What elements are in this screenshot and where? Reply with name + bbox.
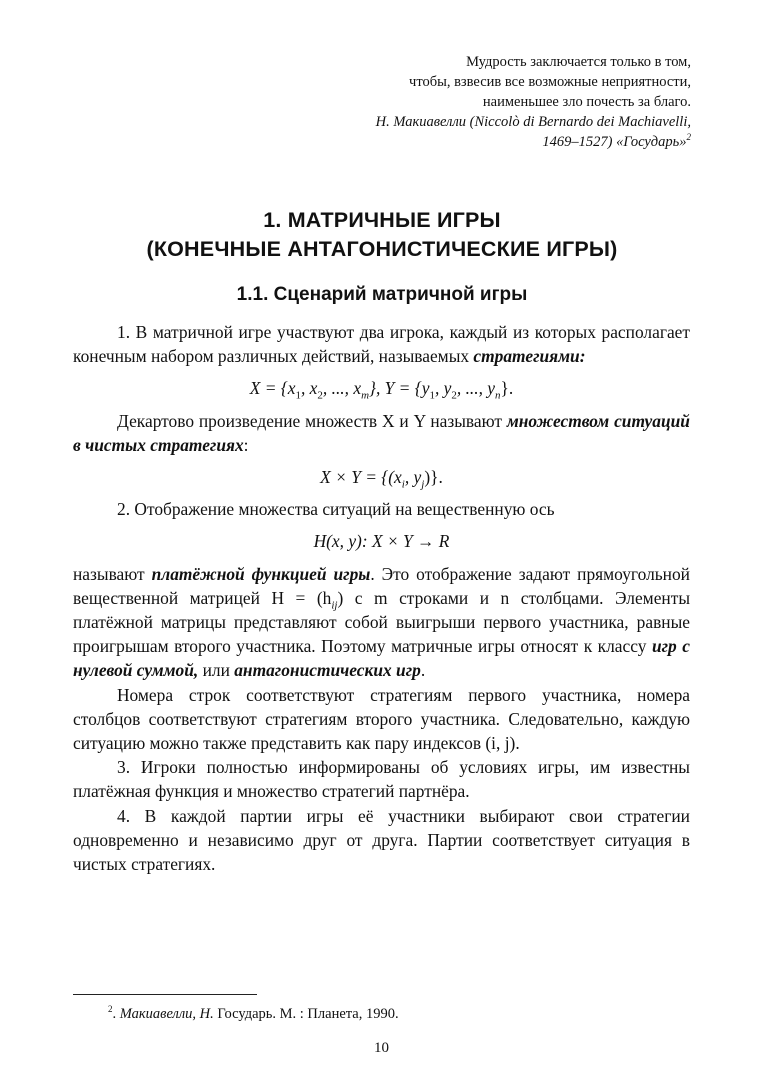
formula-sub: i (401, 478, 405, 491)
chapter-title-line: (КОНЕЧНЫЕ АНТАГОНИСТИЧЕСКИЕ ИГРЫ) (146, 237, 618, 261)
formula-part: )}. (424, 467, 443, 488)
footnote-number: 2 (108, 1004, 113, 1015)
paragraph: 2. Отображение множества ситуаций на вещественную ось (117, 499, 555, 520)
epigraph (271, 52, 691, 152)
paragraph (73, 562, 690, 683)
paragraph-text: называют (73, 563, 152, 584)
paragraph-text: или (198, 660, 235, 681)
punctuation: : (579, 346, 586, 367)
formula-part: X = {x (249, 378, 296, 399)
formula-part: , y (434, 378, 452, 399)
paragraph-text: . Это отображение задают прямоугольной вещественной матрицей H = (h (73, 563, 690, 608)
section-title: 1.1. Сценарий матричной игры (236, 284, 528, 305)
formula-payoff-mapping: H(x, y): X × Y → R (313, 531, 450, 552)
formula-sub: j (421, 478, 425, 491)
term-payoff-function: платёжной функцией игры (151, 563, 371, 584)
epigraph-attribution: Н. Макиавелли (Niccolò di Bernardo dei Machiavelli, (375, 114, 691, 130)
term-zero-sum: игр с нулевой суммой, (73, 636, 690, 681)
paragraph-text: ) с m строками и n столбцами. Элементы платёжной матрицы представляют собой выигрыши первого участника, равные проигрышам второго участника. Поэтому матричные игры относят к классу (73, 587, 690, 657)
formula-sub: 2 (317, 389, 323, 402)
epigraph-line: Мудрость заключается только в том, (466, 54, 691, 70)
chapter-title-line: 1. МАТРИЧНЫЕ ИГРЫ (263, 208, 501, 232)
paragraph: Номера строк соответствуют стратегиям первого участника, номера столбцов соответствуют стратегиям второго участника. Следовательно, каждую ситуацию можно также представить как пару индексов (i, j). (73, 684, 690, 754)
footnote-divider (73, 994, 257, 995)
formula-sub: 2 (451, 389, 457, 402)
formula-sub: 1 (429, 389, 435, 402)
formula-part: , x (300, 378, 318, 399)
formula-sub: m (361, 389, 370, 402)
term-antagonistic-games: антагонистических игр (234, 660, 421, 681)
epigraph-attribution (271, 132, 691, 152)
formula-sub: 1 (295, 389, 301, 402)
paragraph (73, 320, 690, 368)
term-situations: множеством ситуаций в чистых стратегиях (73, 410, 690, 455)
formula-cartesian-product (73, 465, 690, 489)
punctuation: . (420, 660, 426, 681)
formula-part: X × Y = {(x (320, 467, 402, 488)
formula-strategy-sets (73, 376, 690, 400)
footnote: $^2$. Макиавелли, Н. Государь. М. : Планета, 1990. (108, 1004, 399, 1022)
punctuation: : (243, 434, 249, 455)
formula-part: }, Y = {y (369, 378, 430, 399)
footnote-author: Макиавелли, Н. (119, 1006, 214, 1022)
chapter-title (72, 206, 692, 264)
paragraph-text: Декартово произведение множеств X и Y называют (117, 410, 507, 431)
epigraph-line: наименьшее зло почесть за благо. (482, 94, 691, 110)
paragraph (73, 409, 690, 457)
term-strategies: стратегиями (473, 346, 580, 367)
formula-part: , y (404, 467, 422, 488)
formula-part: , ..., y (456, 378, 496, 399)
paragraph-text: 1. В матричной игре участвуют два игрока, каждый из которых располагает конечным набором различных действий, называемых (73, 322, 690, 367)
epigraph-attribution-text: 1469–1527) «Государь» (542, 134, 687, 150)
body-text (73, 320, 690, 876)
footnote-text: Государь. М. : Планета, 1990. (213, 1006, 399, 1022)
paragraph: 3. Игроки полностью информированы об условиях игры, им известны платёжная функция и множество стратегий партнёра. (73, 757, 690, 802)
formula-sub: n (495, 389, 501, 402)
formula-part: , ..., x (322, 378, 362, 399)
formula-sub: ij (331, 599, 338, 612)
formula-part: }. (500, 378, 514, 399)
paragraph: 4. В каждой партии игры её участники выбирают свои стратегии одновременно и независимо друг от друга. Партии соответствует ситуация в чистых стратегиях. (73, 805, 690, 875)
footnote-ref[interactable]: 2 (686, 132, 691, 143)
page-number: 10 (374, 1040, 389, 1056)
epigraph-line: чтобы, взвесив все возможные неприятности, (409, 74, 691, 90)
